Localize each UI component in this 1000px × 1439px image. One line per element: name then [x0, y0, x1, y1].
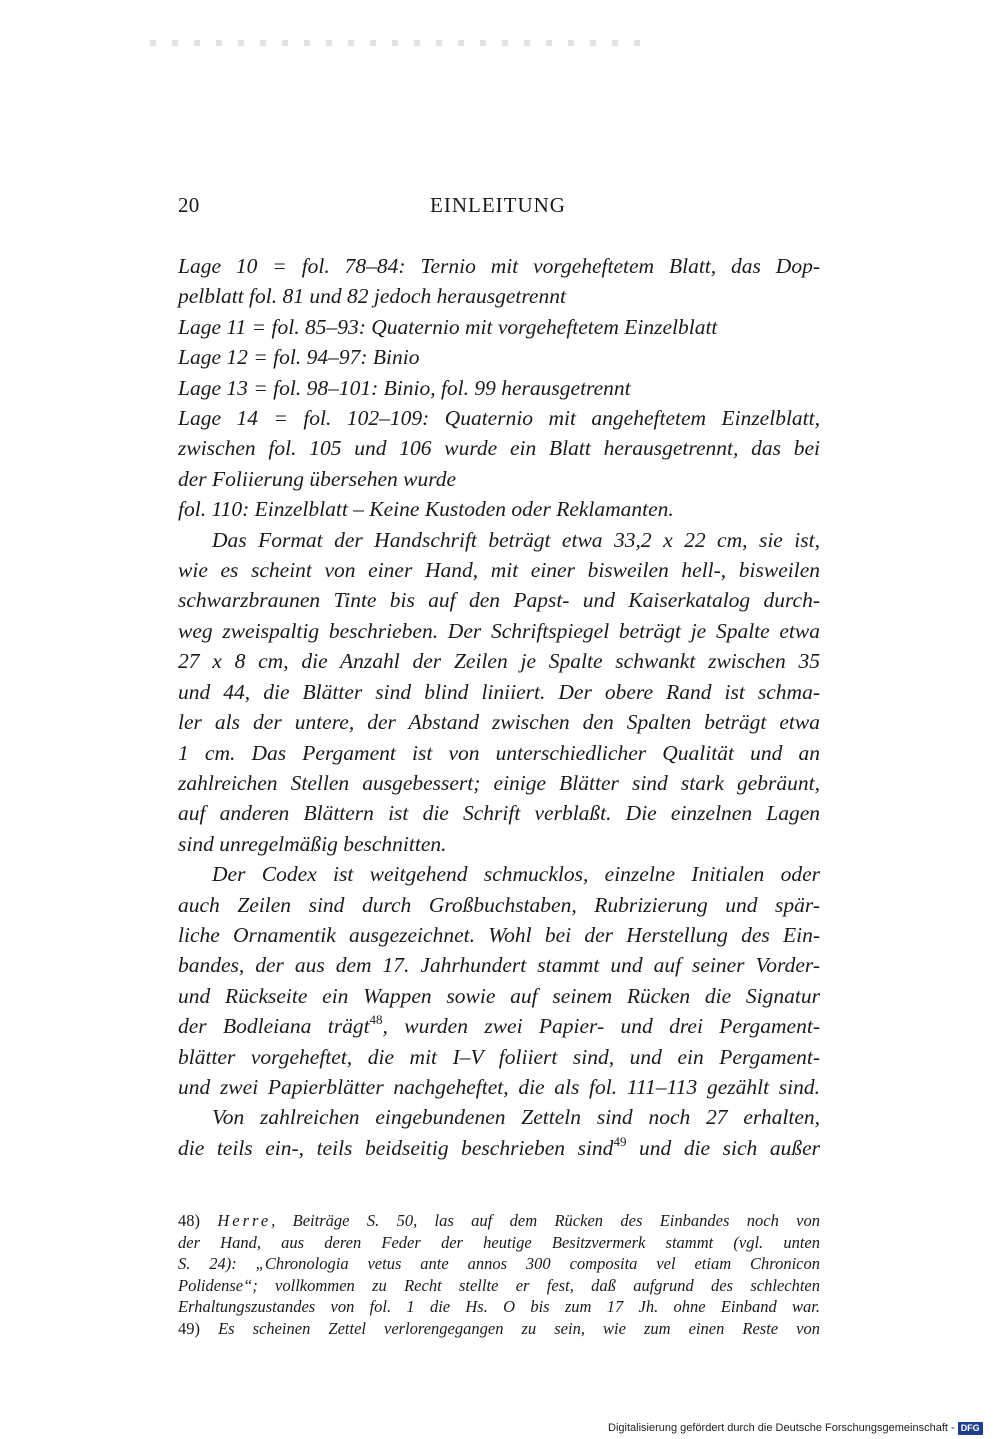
text-line: sind unregelmäßig beschnitten.: [178, 831, 447, 856]
text-line: 1 cm. Das Pergament ist von unterschiedlicher Qualität und an: [178, 740, 820, 765]
text-line: auch Zeilen sind durch Großbuchstaben, Rubrizierung und spär-: [178, 892, 820, 917]
text-line: 27 x 8 cm, die Anzahl der Zeilen je Spalte schwankt zwischen 35: [178, 649, 820, 674]
footnotes: [178, 1210, 820, 1339]
footnote-48-line: Erhaltungszustandes von fol. 1 die Hs. O bis zum 17 Jh. ohne Einband war.: [178, 1297, 820, 1316]
text-line: weg zweispaltig beschrieben. Der Schriftspiegel beträgt je Spalte etwa: [178, 618, 820, 643]
text-line: zwischen fol. 105 und 106 wurde ein Blatt herausgetrennt, das bei: [178, 436, 820, 461]
text-line: blätter vorgeheftet, die mit I–V foliiert sind, und ein Pergament-: [178, 1044, 820, 1069]
text-line: Lage 10 = fol. 78–84: Ternio mit vorgeheftetem Blatt, das Dop-: [178, 254, 820, 278]
text-line: fol. 110: Einzelblatt – Keine Kustoden oder Reklamanten.: [178, 497, 674, 522]
dfg-credit-text: Digitalisierung gefördert durch die Deutsche Forschungsgemeinschaft -: [608, 1422, 955, 1434]
text-line: und zwei Papierblätter nachgeheftet, die als fol. 111–113 gezählt sind.: [178, 1074, 820, 1099]
text-line: schwarzbraunen Tinte bis auf den Papst- und Kaiserkatalog durch-: [178, 588, 820, 613]
page-header: [178, 193, 818, 225]
text-line: [178, 1011, 820, 1041]
text-line: Lage 14 = fol. 102–109: Quaternio mit angeheftetem Einzelblatt,: [178, 406, 820, 431]
text-line: Lage 11 = fol. 85–93: Quaternio mit vorgeheftetem Einzelblatt: [178, 314, 718, 339]
text-segment: die teils ein-, teils beidseitig beschrieben sind: [178, 1135, 614, 1160]
text-line: liche Ornamentik ausgezeichnet. Wohl bei der Herstellung des Ein-: [178, 922, 820, 947]
dfg-credit: [608, 1421, 983, 1435]
footnote-text: Es scheinen Zettel verlorengegangen zu sein, wie zum einen Reste von: [218, 1318, 820, 1338]
footnote-number: 48): [178, 1211, 200, 1230]
text-segment: , wurden zwei Papier- und drei Pergament-: [382, 1014, 820, 1039]
text-segment: der Bodleiana trägt: [178, 1014, 370, 1039]
running-head: EINLEITUNG: [430, 193, 566, 217]
footnote-number: 49): [178, 1318, 200, 1338]
text-segment: und die sich außer: [626, 1135, 821, 1160]
text-line: ler als der untere, der Abstand zwischen den Spalten beträgt etwa: [178, 710, 820, 735]
footnote-ref-48[interactable]: 48: [369, 1012, 383, 1028]
text-line: bandes, der aus dem 17. Jahrhundert stammt und auf seiner Vorder-: [178, 953, 820, 978]
footnote-48-line: S. 24): „Chronologia vetus ante annos 300 composita vel etiam Chronicon: [178, 1254, 820, 1273]
footnote-48-line: [178, 1210, 820, 1232]
text-line: und Rückseite ein Wappen sowie auf seinem Rücken die Signatur: [178, 983, 820, 1008]
footnote-ref-49[interactable]: 49: [613, 1133, 627, 1149]
footnote-48-line: der Hand, aus deren Feder der heutige Besitzvermerk stammt (vgl. unten: [178, 1232, 820, 1252]
text-line: Lage 12 = fol. 94–97: Binio: [178, 345, 420, 370]
text-line: [178, 1133, 820, 1163]
body-text: [178, 251, 820, 1163]
text-line: wie es scheint von einer Hand, mit einer bisweilen hell-, bisweilen: [178, 558, 820, 583]
text-line: Von zahlreichen eingebundenen Zetteln sind noch 27 erhalten,: [212, 1105, 820, 1130]
text-line: Der Codex ist weitgehend schmucklos, einzelne Initialen oder: [212, 862, 820, 887]
text-line: Lage 13 = fol. 98–101: Binio, fol. 99 herausgetrennt: [178, 375, 631, 400]
footnote-text: , Beiträge S. 50, las auf dem Rücken des Einbandes noch von: [271, 1211, 821, 1230]
text-line: und 44, die Blätter sind blind liniiert. Der obere Rand ist schma-: [178, 679, 820, 704]
dfg-logo[interactable]: DFG: [958, 1422, 983, 1435]
text-line: zahlreichen Stellen ausgebessert; einige Blätter sind stark gebräunt,: [178, 770, 820, 795]
text-line: Das Format der Handschrift beträgt etwa 33,2 x 22 cm, sie ist,: [212, 527, 820, 552]
text-line: der Foliierung übersehen wurde: [178, 466, 457, 491]
text-line: auf anderen Blättern ist die Schrift verblaßt. Die einzelnen Lagen: [178, 801, 820, 826]
footnote-48-line: Polidense“; vollkommen zu Recht stellte er fest, daß aufgrund des schlechten: [178, 1275, 820, 1295]
text-line: pelblatt fol. 81 und 82 jedoch herausgetrennt: [178, 284, 566, 309]
footnote-author: Herre: [217, 1211, 272, 1230]
page-number: 20: [178, 193, 200, 217]
footnote-49-line: [178, 1318, 820, 1340]
scan-artifact: [150, 40, 650, 46]
